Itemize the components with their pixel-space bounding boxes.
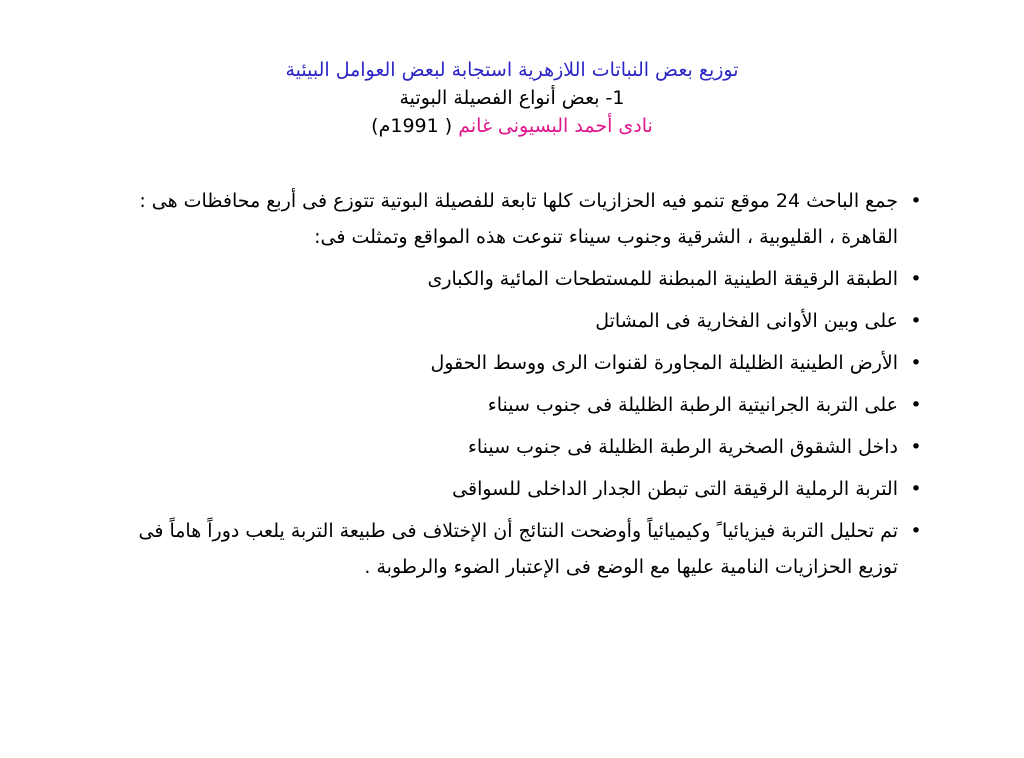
bullet-icon: • bbox=[910, 520, 922, 542]
list-item-text: على التربة الجرانيتية الرطبة الظليلة فى جنوب سيناء bbox=[487, 394, 898, 416]
list-item bbox=[116, 345, 926, 381]
list-item-text: التربة الرملية الرقيقة التى تبطن الجدار الداخلى للسواقى bbox=[452, 478, 898, 500]
bullet-icon: • bbox=[910, 190, 922, 212]
author-year: ( 1991م) bbox=[371, 115, 459, 137]
bullet-icon: • bbox=[910, 310, 922, 332]
list-item-text: جمع الباحث 24 موقع تنمو فيه الحزازيات كلها تابعة للفصيلة البوتية تتوزع فى أربع محافظات هى : القاهرة ، القليوبية ، الشرقية وجنوب سيناء تنوعت هذه المواقع وتمثلت فى: bbox=[139, 190, 898, 248]
title-block bbox=[100, 56, 924, 140]
list-item-text: الطبقة الرقيقة الطينية المبطنة للمستطحات المائية والكبارى bbox=[427, 268, 898, 290]
list-item-text: على وبين الأوانى الفخارية فى المشاتل bbox=[595, 310, 898, 332]
list-item-text: داخل الشقوق الصخرية الرطبة الظليلة فى جنوب سيناء bbox=[467, 436, 898, 458]
bullet-icon: • bbox=[910, 268, 922, 290]
list-item bbox=[116, 513, 926, 585]
bullet-icon: • bbox=[910, 478, 922, 500]
list-item bbox=[116, 261, 926, 297]
list-item bbox=[116, 429, 926, 465]
title-author-line bbox=[100, 112, 924, 140]
bullet-icon: • bbox=[910, 352, 922, 374]
title-main: توزيع بعض النباتات اللازهرية استجابة لبعض العوامل البيئية bbox=[285, 59, 739, 81]
author-name: نادى أحمد البسيونى غانم bbox=[458, 115, 653, 137]
list-item bbox=[116, 303, 926, 339]
list-item bbox=[116, 471, 926, 507]
list-item bbox=[116, 387, 926, 423]
title-subtitle: 1- بعض أنواع الفصيلة البوتية bbox=[399, 87, 625, 109]
list-item-text: تم تحليل التربة فيزيائيا ً وكيميائياً وأوضحت النتائج أن الإختلاف فى طبيعة التربة يلعب دوراً هاماً فى توزيع الحزازيات النامية عليها مع الوضع فى الإعتبار الضوء والرطوبة . bbox=[138, 520, 898, 578]
bullet-list bbox=[116, 183, 926, 591]
list-item bbox=[116, 183, 926, 255]
bullet-icon: • bbox=[910, 394, 922, 416]
list-item-text: الأرض الطينية الظليلة المجاورة لقنوات الرى ووسط الحقول bbox=[430, 352, 898, 374]
bullet-icon: • bbox=[910, 436, 922, 458]
